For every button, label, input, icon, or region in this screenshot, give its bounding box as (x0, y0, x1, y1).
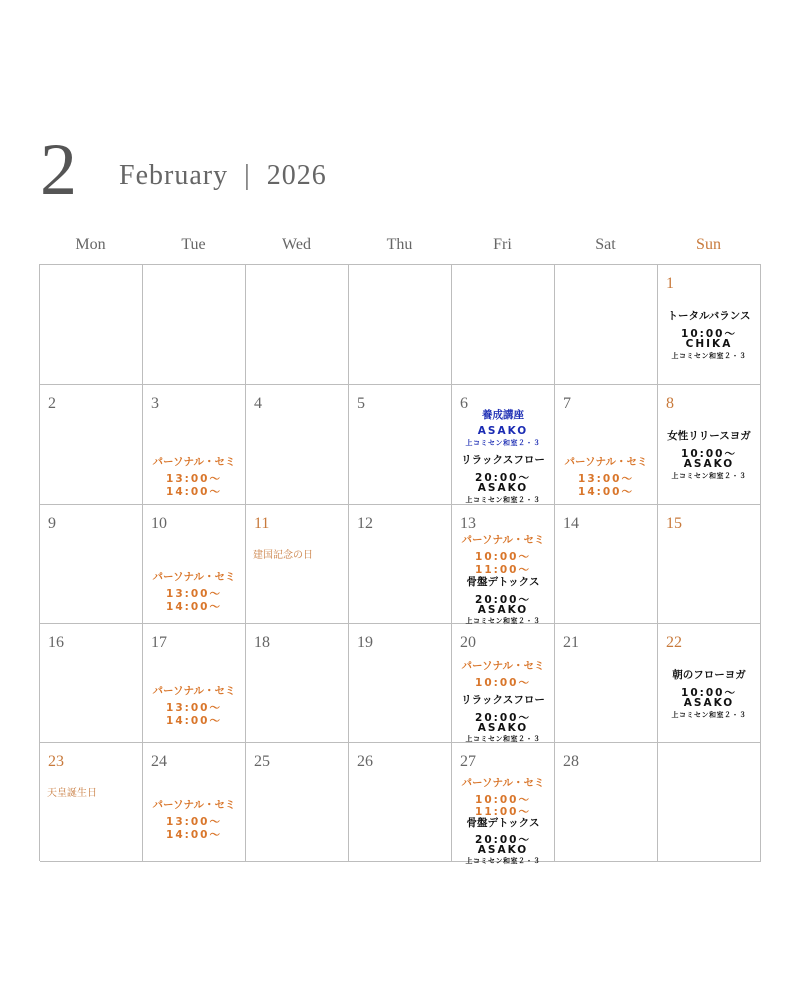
weekday-tue: Tue (181, 236, 206, 253)
event-title: 骨盤デトックス (466, 817, 540, 829)
event-instructor: CHIKA (685, 338, 733, 350)
day-number: 2 (48, 395, 56, 412)
event-title: パーソナル・セミ (152, 685, 236, 697)
day-number: 28 (563, 753, 579, 770)
day-cell-17[interactable] (143, 624, 246, 743)
event-place: 上コミセン和室２・３ (465, 617, 541, 625)
weekday-fri: Fri (493, 236, 512, 253)
day-cell-empty (40, 265, 143, 385)
event-title: パーソナル・セミ (564, 456, 648, 468)
day-number: 19 (357, 634, 373, 651)
day-cell-22[interactable] (658, 624, 761, 743)
event-title: パーソナル・セミ (152, 456, 236, 468)
event-time: 14:00〜 (166, 715, 222, 727)
event-instructor: ASAKO (683, 458, 735, 470)
holiday-label: 建国記念の日 (253, 550, 313, 561)
day-number: 3 (151, 395, 159, 412)
day-cell-25[interactable] (246, 743, 349, 862)
event-time: 10:00〜 (681, 687, 737, 699)
day-cell-9[interactable] (40, 505, 143, 624)
weekday-sat: Sat (595, 236, 616, 253)
day-cell-12[interactable] (349, 505, 452, 624)
day-cell-2[interactable] (40, 385, 143, 505)
day-number: 14 (563, 515, 579, 532)
day-cell-15[interactable] (658, 505, 761, 624)
event-time: 13:00〜 (166, 588, 222, 600)
event-place: 上コミセン和室２・３ (671, 472, 747, 480)
day-number: 7 (563, 395, 571, 412)
event-time: 10:00〜 (475, 551, 531, 563)
event-time: 10:00〜 (681, 328, 737, 340)
event-time: 10:00〜 (475, 794, 531, 806)
day-number: 13 (460, 515, 476, 532)
day-cell-empty (349, 265, 452, 385)
event-instructor: ASAKO (683, 697, 735, 709)
day-number: 26 (357, 753, 373, 770)
calendar-grid (39, 264, 761, 865)
day-number: 11 (254, 515, 270, 532)
event-time: 11:00〜 (475, 806, 531, 818)
day-cell-11[interactable] (246, 505, 349, 624)
day-number: 8 (666, 395, 674, 412)
day-cell-empty (246, 265, 349, 385)
day-cell-4[interactable] (246, 385, 349, 505)
day-cell-27[interactable] (452, 743, 555, 865)
event-time: 14:00〜 (166, 829, 222, 841)
day-cell-14[interactable] (555, 505, 658, 624)
day-cell-26[interactable] (349, 743, 452, 862)
day-number: 15 (666, 515, 682, 532)
month-number: 2 (40, 129, 77, 211)
weekday-mon: Mon (75, 236, 106, 253)
event-time: 20:00〜 (475, 712, 531, 724)
event-place: 上コミセン和室２・３ (671, 711, 747, 719)
day-number: 24 (151, 753, 167, 770)
event-place: 上コミセン和室２・３ (465, 439, 541, 447)
event-time: 14:00〜 (166, 486, 222, 498)
day-number: 25 (254, 753, 270, 770)
event-title: 朝のフローヨガ (672, 669, 746, 681)
day-cell-19[interactable] (349, 624, 452, 743)
day-number: 9 (48, 515, 56, 532)
day-number: 20 (460, 634, 476, 651)
event-instructor: ASAKO (477, 844, 529, 856)
weekday-header-row (39, 236, 761, 256)
event-title: リラックスフロー (461, 694, 545, 706)
event-place: 上コミセン和室２・３ (465, 857, 541, 865)
event-time: 13:00〜 (578, 473, 634, 485)
weekday-wed: Wed (282, 236, 311, 253)
day-number: 10 (151, 515, 167, 532)
day-cell-empty (452, 265, 555, 385)
day-cell-3[interactable] (143, 385, 246, 505)
event-time: 14:00〜 (166, 601, 222, 613)
event-time: 10:00〜 (475, 677, 531, 689)
day-cell-1[interactable] (658, 265, 761, 385)
event-place: 上コミセン和室２・３ (465, 735, 541, 743)
day-number: 6 (460, 395, 468, 412)
day-number: 17 (151, 634, 167, 651)
event-time: 14:00〜 (578, 486, 634, 498)
day-cell-18[interactable] (246, 624, 349, 743)
weekday-thu: Thu (386, 236, 413, 253)
day-cell-21[interactable] (555, 624, 658, 743)
event-time: 20:00〜 (475, 594, 531, 606)
event-time: 20:00〜 (475, 834, 531, 846)
day-number: 5 (357, 395, 365, 412)
day-number: 1 (666, 275, 674, 292)
day-cell-20[interactable] (452, 624, 555, 743)
day-cell-5[interactable] (349, 385, 452, 505)
event-time: 10:00〜 (681, 448, 737, 460)
day-number: 23 (48, 753, 64, 770)
month-name: February (119, 160, 229, 191)
weekday-sun: Sun (696, 236, 721, 253)
day-number: 4 (254, 395, 262, 412)
day-cell-28[interactable] (555, 743, 658, 862)
day-cell-24[interactable] (143, 743, 246, 862)
event-title: トータルバランス (667, 310, 751, 322)
day-number: 16 (48, 634, 64, 651)
event-title: パーソナル・セミ (152, 799, 236, 811)
day-cell-13[interactable] (452, 505, 555, 624)
day-number: 21 (563, 634, 579, 651)
day-cell-16[interactable] (40, 624, 143, 743)
event-time: 11:00〜 (475, 564, 531, 576)
day-cell-empty (658, 743, 761, 862)
event-title: 骨盤デトックス (466, 576, 540, 588)
holiday-label: 天皇誕生日 (47, 788, 97, 799)
day-cell-10[interactable] (143, 505, 246, 624)
day-cell-23[interactable] (40, 743, 143, 862)
day-number: 27 (460, 753, 476, 770)
event-title: パーソナル・セミ (461, 534, 545, 546)
day-cell-8[interactable] (658, 385, 761, 505)
event-title: 女性リリースヨガ (667, 430, 751, 442)
day-number: 12 (357, 515, 373, 532)
day-cell-6[interactable] (452, 385, 555, 505)
day-number: 22 (666, 634, 682, 651)
event-time: 13:00〜 (166, 816, 222, 828)
event-place: 上コミセン和室２・３ (671, 352, 747, 360)
event-title: 養成講座 (482, 409, 524, 421)
event-time: 20:00〜 (475, 472, 531, 484)
day-cell-empty (143, 265, 246, 385)
title-separator: | (244, 160, 251, 191)
event-time: 13:00〜 (166, 702, 222, 714)
event-title: パーソナル・セミ (461, 660, 545, 672)
day-number: 18 (254, 634, 270, 651)
event-instructor: ASAKO (477, 722, 529, 734)
event-title: パーソナル・セミ (461, 777, 545, 789)
event-title: パーソナル・セミ (152, 571, 236, 583)
day-cell-7[interactable] (555, 385, 658, 505)
event-title: リラックスフロー (461, 454, 545, 466)
event-time: 13:00〜 (166, 473, 222, 485)
event-place: 上コミセン和室２・３ (465, 496, 541, 504)
year: 2026 (266, 160, 327, 191)
day-cell-empty (555, 265, 658, 385)
event-instructor: ASAKO (477, 482, 529, 494)
event-instructor: ASAKO (477, 604, 529, 616)
month-year-title (119, 160, 327, 192)
event-instructor: ASAKO (477, 425, 529, 437)
